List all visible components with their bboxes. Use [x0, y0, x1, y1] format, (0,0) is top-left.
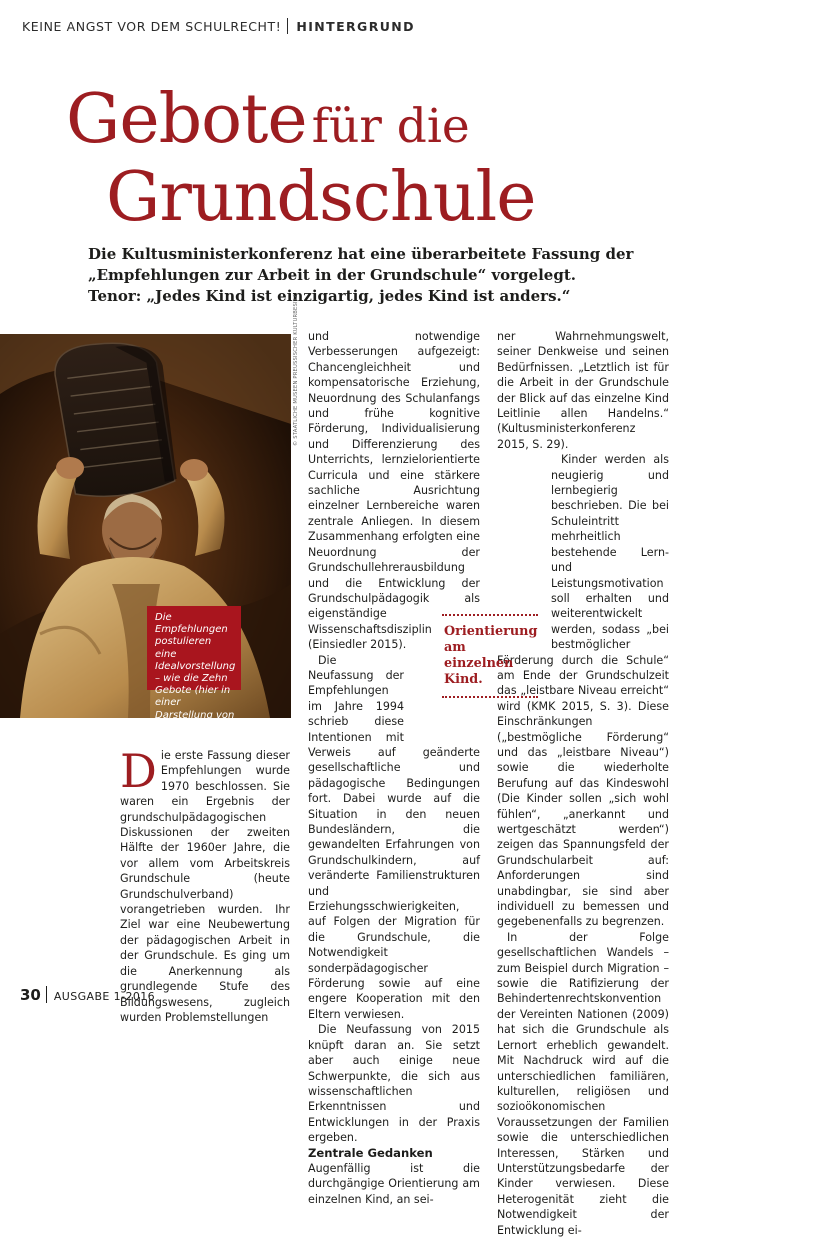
- subheading: Zentrale Gedanken: [308, 1145, 433, 1160]
- headline-line-2: Grundschule: [106, 158, 536, 237]
- section-label: HINTERGRUND: [296, 19, 415, 34]
- issue-label: AUSGABE 1-2016: [53, 990, 156, 1003]
- paragraph: und notwendige Verbesserungen aufgezeigt: Chancengleichheit und kompensatorische Erziehung, Neuordnung des Schulanfangs und frühe kognitive Förderung, Individualisierung und Differenzierung des Unterrichts, lernzielorientierte Curricula und eine stärkere sachliche Ausrichtung einzelner Lernbereiche waren zentrale Anliegen. In diesem Zusammenhang erfolgten eine Neuordnung der Grundschullehrerausbildung und die Entwicklung der Grundschulpädagogik als eigenständige Wissenschaftsdisziplin (Einsiedler 2015).: [308, 330, 480, 652]
- paragraph: Die Neufassung von 2015 knüpft daran an. Sie setzt aber auch einige neue Schwerpunkte, die sich aus wissenschaftlichen Erkenntnissen und Entwicklungen in der Praxis ergeben.: [308, 1023, 480, 1145]
- pull-quote-text: Orientierung am einzelnen Kind.: [444, 624, 538, 687]
- pull-quote: [442, 612, 538, 700]
- lead-line: Tenor: „Jedes Kind ist einzigartig, jedes Kind ist anders.“: [88, 287, 571, 305]
- paragraph: ie erste Fassung dieser Empfehlungen wurde 1970 beschlossen. Sie waren ein Ergebnis der grundschulpädagogischen Diskussionen der zweiten Hälfte der 1960er Jahre, die vor allem vom Arbeitskreis Grundschule (heute Grundschulverband) vorangetrieben wurden. Ihr Ziel war eine Neubewertung der pädagogischen Arbeit in der Grundschule. Es ging um die Anerkennung als grundlegende Stufe des Bildungswesens, zugleich wurden Problemstellungen: [120, 749, 290, 1024]
- paragraph-text: Die Neufassung der Empfehlungen im Jahre 1994 schrieb diese Intentionen mit Verweis auf geänderte gesellschaftliche und pädagogische Bedingungen fort. Dabei wurde auf die Situation in den neuen Bundesländern, die gewandelten Erfahrungen von Grundschulkindern, auf veränderte Familienstrukturen und Erziehungsschwierigkeiten, auf Folgen der Migration für die Grundschule, die Notwendigkeit sonderpädagogischer Förderung sowie auf eine engere Kooperation mit den Eltern verwiesen.: [308, 653, 480, 1021]
- image-caption: Die Empfehlungen postulieren eine Idealvorstellung – wie die Zehn Gebote (hier in einer Darstellung von Rembrandt).: [147, 606, 241, 690]
- paragraph: [308, 653, 480, 1023]
- lead-line: Die Kultusministerkonferenz hat eine überarbeitete Fassung der: [88, 245, 634, 263]
- pull-quote-top-rule: [442, 614, 538, 616]
- page-number: 30: [20, 986, 41, 1004]
- paragraph: Augenfällig ist die durchgängige Orientierung am einzelnen Kind, an sei-: [308, 1161, 480, 1206]
- page-footer: [20, 985, 155, 1004]
- header-divider: [287, 18, 288, 34]
- text-column-2: [308, 329, 480, 1207]
- pull-quote-bottom-rule: [442, 696, 538, 698]
- paragraph-text: Kinder werden als neugierig und lernbegierig beschrieben. Die bei Schuleintritt mehrheitlich bestehende Lern- und Leistungsmotivation soll erhalten und weiterentwickelt werden, sodass „bei bestmöglicher Förderung durch die Schule“ am Ende der Grundschulzeit das „leistbare Niveau erreicht“ wird (KMK 2015, S. 3). Diese Einschränkungen („bestmögliche Förderung“ und das „leistbare Niveau“) sowie die wiederholte Berufung auf das Kindeswohl (Die Kinder sollen „sich wohl fühlen“, „anerkannt und wertgeschätzt werden“) zeigen das Spannungsfeld der Grundschularbeit auf: Anforderungen sind unabdingbar, sie sind aber individuell zu bemessen und gegebenenfalls zu begrenzen.: [497, 453, 669, 929]
- page-header: [22, 18, 415, 34]
- text-column-1: [120, 744, 290, 1025]
- rembrandt-painting-image: [0, 334, 291, 718]
- image-credit-text: © STAATLICHE MUSEEN PREUSSISCHER KULTURBESITZ: [293, 294, 299, 446]
- lead-paragraph: [88, 244, 688, 307]
- drop-cap: D: [120, 744, 157, 798]
- paragraph: In der Folge gesellschaftlichen Wandels – zum Beispiel durch Migration – sowie die Ratifizierung der Behindertenrechtskonvention der Vereinten Nationen (2009) hat sich die Grundschule als Lernort erheblich gewandelt. Mit Nachdruck wird auf die unterschiedlichen familiären, kulturellen, religiösen und sozioökonomischen Voraussetzungen der Familien sowie die unterschiedlichen Interessen, Stärken und Unterstützungsbedarfe der Kinder verwiesen. Diese Heterogenität zieht die Notwendigkeit der Entwicklung ei-: [497, 930, 669, 1237]
- footer-divider: [46, 986, 47, 1003]
- headline-word-gebote: Gebote: [66, 80, 307, 159]
- headline-word-fuer-die: für die: [311, 99, 470, 154]
- text-column-3: [497, 329, 669, 1238]
- headline-line-1: [66, 80, 786, 159]
- paragraph: ner Wahrnehmungswelt, seiner Denkweise und seinen Bedürfnissen. „Letztlich ist für die Arbeit in der Grundschule der Blick auf das einzelne Kind Leitlinie allen Handelns.“ (Kultusministerkonferenz 2015, S. 29).: [497, 330, 669, 451]
- image-credit: [293, 294, 304, 446]
- lead-line: „Empfehlungen zur Arbeit in der Grundschule“ vorgelegt.: [88, 266, 576, 284]
- series-label: KEINE ANGST VOR DEM SCHULRECHT!: [22, 19, 282, 34]
